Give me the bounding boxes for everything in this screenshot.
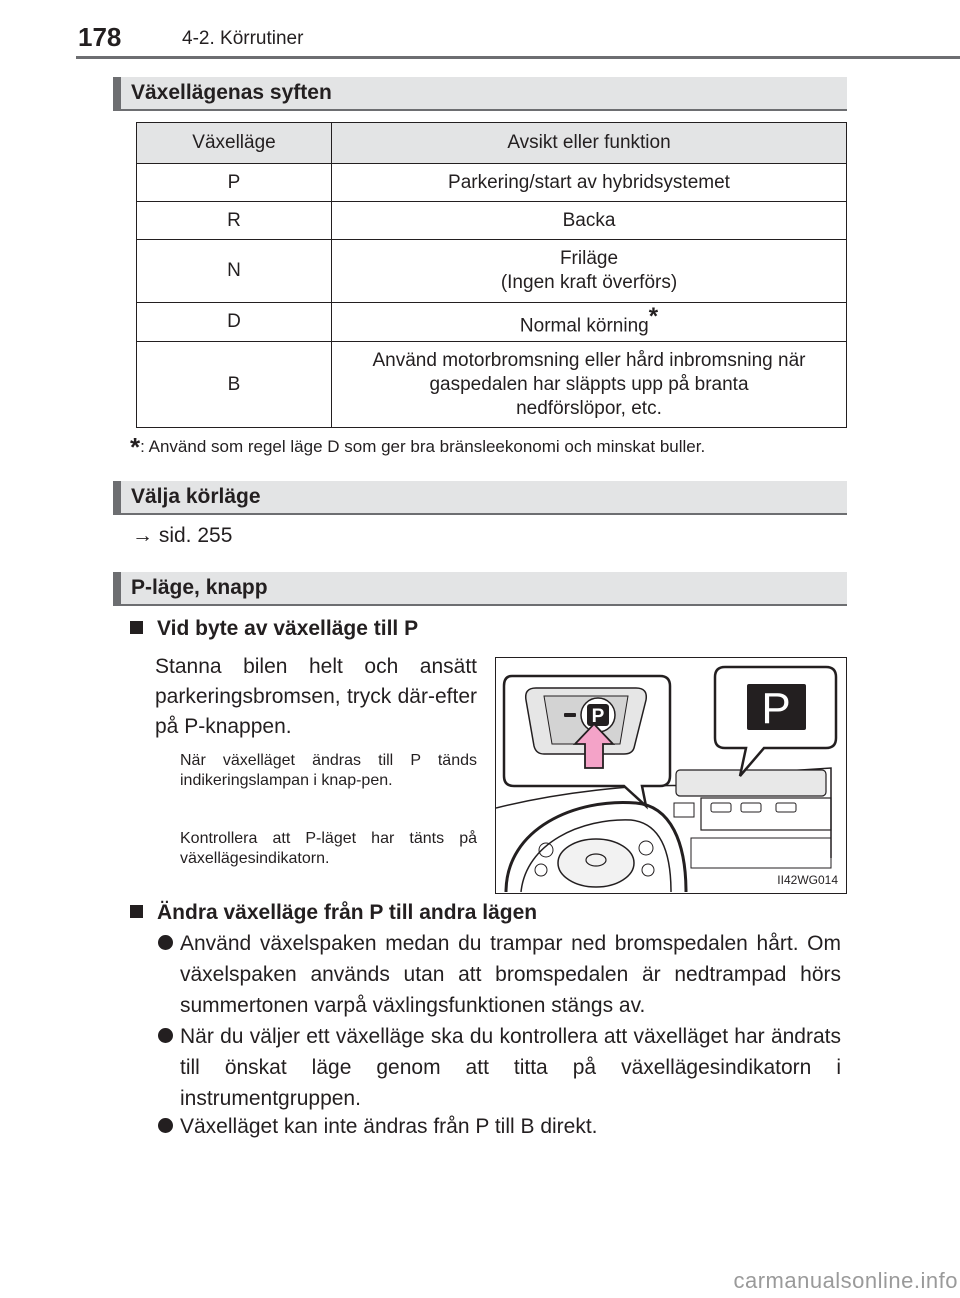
table-cell-line: Normal körning	[519, 315, 649, 337]
indicator-letter: P	[761, 684, 791, 733]
square-bullet-icon	[130, 621, 143, 634]
table-cell-function	[332, 342, 847, 428]
table-cell-function	[332, 240, 847, 303]
instruction-paragraph: Stanna bilen helt och ansätt parkeringsbromsen, tryck där-efter på P-knappen.	[155, 655, 477, 738]
header-rule	[76, 56, 960, 59]
table-row	[137, 240, 847, 303]
section-heading-drive-mode	[113, 481, 847, 515]
page-reference-link[interactable]: → sid. 255	[132, 524, 233, 547]
table-cell-function	[332, 303, 847, 342]
list-item-text: Använd växelspaken medan du trampar ned bromspedalen hårt. Om växelspaken används utan att bromspedalen är nedtrampad hörs summertonen varpå växlingsfunktionen stängs av.	[180, 932, 841, 1017]
bullet-dot-icon	[158, 935, 173, 950]
footnote-star: *	[130, 432, 141, 462]
list-item-text: När du väljer ett växelläge ska du kontrollera att växelläget har ändrats till önskat läge genom att titta på växellägesindikatorn i instrumentgruppen.	[180, 1025, 841, 1110]
table-cell-function: Backa	[332, 202, 847, 240]
table-cell-line: (Ingen kraft överförs)	[500, 272, 678, 293]
watermark: carmanualsonline.info	[733, 1268, 958, 1293]
table-row	[137, 164, 847, 202]
dashboard-drawing	[496, 658, 845, 892]
bullet-dot-icon	[158, 1118, 173, 1133]
table-cell-mode: P	[137, 164, 332, 202]
table-row	[137, 342, 847, 428]
chapter-title: 4-2. Körrutiner	[182, 28, 304, 49]
list-item	[158, 1021, 841, 1114]
page-number: 178	[78, 22, 122, 52]
page-header	[76, 18, 960, 62]
section-heading-text: Välja körläge	[131, 485, 261, 508]
table-row	[137, 303, 847, 342]
gear-mode-table	[136, 122, 847, 428]
p-button-letter: P	[591, 706, 605, 727]
table-cell-function: Parkering/start av hybridsystemet	[332, 164, 847, 202]
table-header-row	[137, 123, 847, 164]
subheading-shift-to-p	[130, 617, 418, 641]
table-cell-line: Använd motorbromsning eller hård inbromsning när	[372, 349, 806, 371]
table-cell-mode: D	[137, 303, 332, 342]
column-header-mode: Växelläge	[137, 123, 332, 164]
table-row	[137, 202, 847, 240]
bullet-dot-icon	[158, 1028, 173, 1043]
table-cell-line: gaspedalen har släppts upp på branta	[429, 373, 749, 395]
p-button-illustration	[495, 657, 847, 894]
list-item	[158, 928, 841, 1021]
table-cell-line: Friläge	[559, 248, 619, 269]
square-bullet-icon	[130, 905, 143, 918]
note-indicator-lamp: När växelläget ändras till P tänds indikeringslampan i knap-pen.	[180, 752, 477, 789]
subheading-text: Ändra växelläge från P till andra lägen	[157, 901, 538, 924]
table-cell-mode: N	[137, 240, 332, 303]
table-cell-mode: R	[137, 202, 332, 240]
illustration-code: II42WG014	[777, 873, 838, 887]
section-heading-text: P-läge, knapp	[131, 576, 268, 599]
subheading-text: Vid byte av växelläge till P	[157, 617, 419, 640]
note-check-indicator: Kontrollera att P-läget har tänts på växellägesindikatorn.	[180, 830, 477, 867]
section-heading-p-button	[113, 572, 847, 606]
column-header-function: Avsikt eller funktion	[332, 123, 847, 164]
list-item-text: Växelläget kan inte ändras från P till B direkt.	[180, 1115, 598, 1138]
footnote-text: : Använd som regel läge D som ger bra bränsleekonomi och minskat buller.	[140, 437, 706, 456]
table-cell-mode: B	[137, 342, 332, 428]
section-heading-gear-purposes	[113, 77, 847, 111]
list-item	[158, 1111, 841, 1142]
footnote-marker: *	[648, 303, 659, 331]
footnote	[130, 432, 705, 463]
table-cell-line: nedförslöpor, etc.	[516, 397, 662, 419]
section-heading-text: Växellägenas syften	[131, 81, 332, 104]
subheading-change-from-p	[130, 901, 537, 925]
